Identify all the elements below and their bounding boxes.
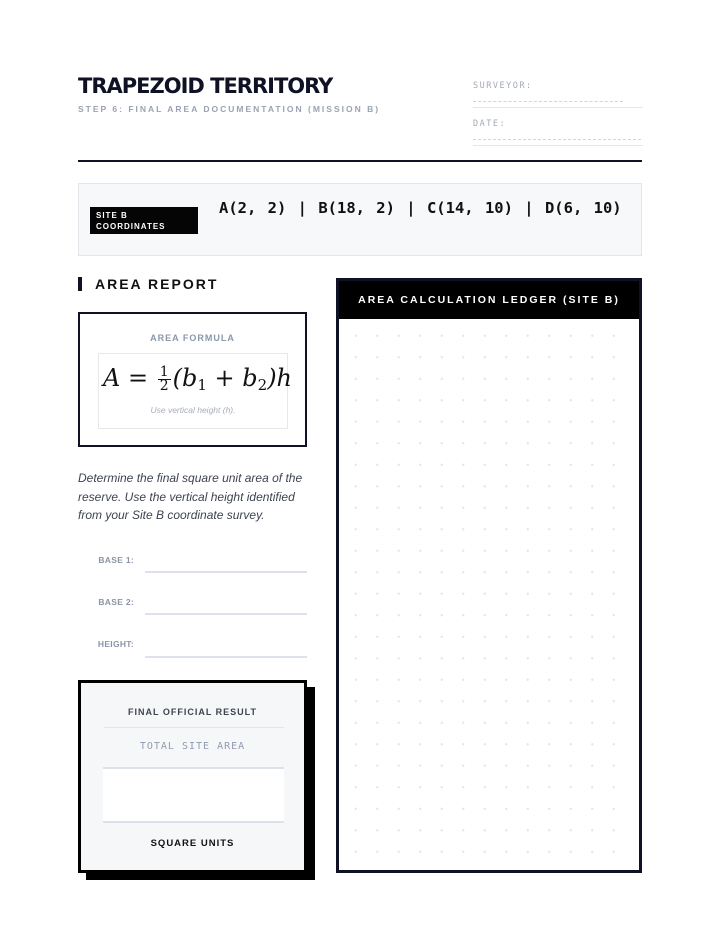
area-report-marker — [78, 277, 82, 291]
formula-note: Use vertical height (h). — [150, 405, 236, 415]
final-result-title: FINAL OFFICIAL RESULT — [128, 707, 257, 717]
formula-fraction — [158, 366, 171, 393]
square-units-label: SQUARE UNITS — [150, 838, 235, 849]
area-formula — [103, 364, 293, 402]
formula-sub2: 2 — [257, 376, 268, 394]
base1-label: BASE 1: — [98, 555, 134, 565]
final-result-card — [78, 680, 307, 873]
date-underline — [473, 145, 643, 146]
date-label: DATE: — [473, 119, 507, 129]
total-area-input[interactable] — [103, 767, 284, 823]
formula-lhs: A = — [103, 364, 156, 392]
formula-close: )h — [267, 364, 293, 392]
instructions-text: Determine the final square unit area of the reserve. Use the vertical height identified from your Site B coordinate survey. — [78, 471, 303, 522]
coordinates-text: A(2, 2) | B(18, 2) | C(14, 10) | D(6, 10) — [219, 199, 622, 217]
formula-sub1: 1 — [197, 376, 207, 394]
area-report-heading: AREA REPORT — [95, 276, 219, 292]
header-divider — [78, 160, 642, 162]
base1-field[interactable] — [145, 571, 307, 573]
base2-field[interactable] — [145, 613, 307, 615]
height-field[interactable] — [145, 656, 307, 658]
area-formula-card — [78, 312, 307, 447]
total-site-area-label: TOTAL SITE AREA — [139, 741, 246, 752]
ledger-dot-grid[interactable] — [345, 325, 633, 865]
date-field[interactable] — [473, 139, 641, 140]
height-label: HEIGHT: — [97, 639, 134, 649]
base2-label: BASE 2: — [98, 597, 134, 607]
calculation-ledger — [336, 278, 642, 873]
page-subtitle: STEP 6: FINAL AREA DOCUMENTATION (MISSION B) — [78, 104, 381, 114]
surveyor-label: SURVEYOR: — [473, 81, 533, 91]
formula-display — [98, 353, 293, 429]
page-title: TRAPEZOID TERRITORY — [78, 74, 333, 98]
formula-open: (b — [172, 364, 198, 392]
result-divider — [104, 727, 284, 728]
surveyor-field[interactable] — [473, 101, 623, 102]
ledger-title: AREA CALCULATION LEDGER (SITE B) — [339, 281, 639, 319]
formula-numerator: 1 — [159, 364, 169, 380]
area-formula-label: AREA FORMULA — [150, 333, 235, 343]
formula-denominator: 2 — [159, 378, 169, 394]
surveyor-underline — [473, 107, 643, 108]
site-b-badge: SITE B COORDINATES — [90, 207, 198, 234]
formula-plus: + b — [206, 364, 258, 392]
